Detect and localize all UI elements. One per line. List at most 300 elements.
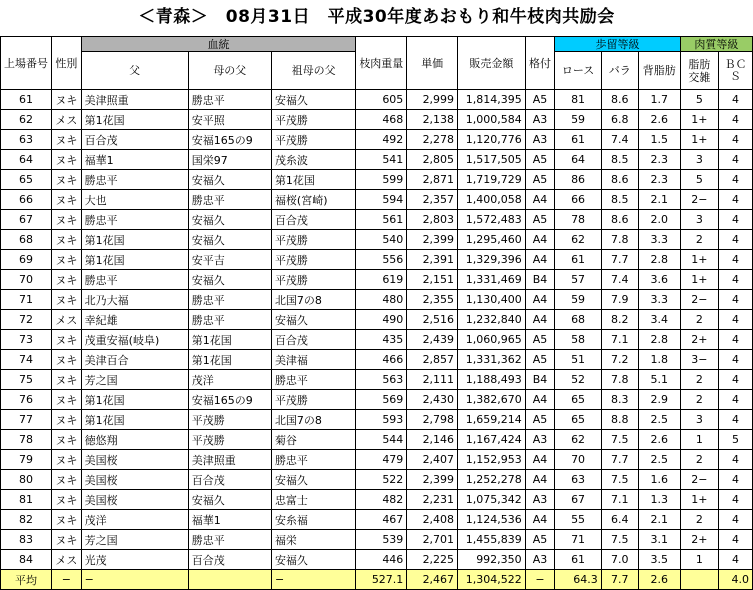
row-weight: 479 xyxy=(356,450,407,470)
row-marbling: 2− xyxy=(680,470,718,490)
row-weight: 435 xyxy=(356,330,407,350)
row-father: 第1花国 xyxy=(81,390,188,410)
row-bara: 7.1 xyxy=(601,490,638,510)
row-grandmother-father: 安福久 xyxy=(271,470,355,490)
row-unit-price: 2,430 xyxy=(407,390,458,410)
table-row xyxy=(1,190,753,210)
row-sex: ヌキ xyxy=(52,430,82,450)
row-sales: 992,350 xyxy=(458,550,526,570)
header-unit-price: 単価 xyxy=(407,37,458,90)
row-bcs: 4 xyxy=(719,190,753,210)
row-marbling: 2 xyxy=(680,230,718,250)
row-grandmother-father: 福桜(宮崎) xyxy=(271,190,355,210)
row-marbling: 2− xyxy=(680,290,718,310)
row-bara: 7.2 xyxy=(601,350,638,370)
row-father: 福華1 xyxy=(81,150,188,170)
row-sales: 1,331,469 xyxy=(458,270,526,290)
row-no: 84 xyxy=(1,550,52,570)
row-sales: 1,517,505 xyxy=(458,150,526,170)
row-grandmother-father: 平茂勝 xyxy=(271,230,355,250)
row-loin: 55 xyxy=(555,510,601,530)
row-maternal-grandfather: 安福久 xyxy=(188,270,271,290)
row-bcs: 4 xyxy=(719,150,753,170)
row-no: 61 xyxy=(1,90,52,110)
row-sex: ヌキ xyxy=(52,470,82,490)
row-no: 83 xyxy=(1,530,52,550)
row-maternal-grandfather: 安福久 xyxy=(188,210,271,230)
row-weight: 466 xyxy=(356,350,407,370)
row-maternal-grandfather: 勝忠平 xyxy=(188,530,271,550)
row-unit-price: 2,355 xyxy=(407,290,458,310)
avg-sex: − xyxy=(52,570,82,590)
row-unit-price: 2,516 xyxy=(407,310,458,330)
row-bara: 7.5 xyxy=(601,430,638,450)
row-loin: 70 xyxy=(555,450,601,470)
row-unit-price: 2,871 xyxy=(407,170,458,190)
row-loin: 81 xyxy=(555,90,601,110)
header-quality-grade: 肉質等級 xyxy=(680,37,752,52)
row-grade: A3 xyxy=(525,430,555,450)
row-bara: 6.8 xyxy=(601,110,638,130)
row-bara: 8.3 xyxy=(601,390,638,410)
row-grade: A3 xyxy=(525,110,555,130)
row-marbling: 5 xyxy=(680,170,718,190)
row-bara: 7.0 xyxy=(601,550,638,570)
table-row xyxy=(1,110,753,130)
row-marbling: 2+ xyxy=(680,530,718,550)
row-grade: A4 xyxy=(525,470,555,490)
row-loin: 58 xyxy=(555,330,601,350)
row-sales: 1,295,460 xyxy=(458,230,526,250)
row-loin: 61 xyxy=(555,130,601,150)
row-grandmother-father: 百合茂 xyxy=(271,210,355,230)
row-bcs: 4 xyxy=(719,490,753,510)
row-backfat: 1.8 xyxy=(638,350,680,370)
row-unit-price: 2,999 xyxy=(407,90,458,110)
row-grandmother-father: 勝忠平 xyxy=(271,450,355,470)
row-grandmother-father: 安糸福 xyxy=(271,510,355,530)
row-backfat: 2.5 xyxy=(638,450,680,470)
header-sex: 性別 xyxy=(52,37,82,90)
row-backfat: 1.3 xyxy=(638,490,680,510)
row-loin: 86 xyxy=(555,170,601,190)
row-sales: 1,659,214 xyxy=(458,410,526,430)
row-marbling: 2 xyxy=(680,310,718,330)
row-marbling: 2 xyxy=(680,390,718,410)
row-father: 美国桜 xyxy=(81,490,188,510)
row-father: 大也 xyxy=(81,190,188,210)
header-grade: 格付 xyxy=(525,37,555,90)
row-backfat: 1.5 xyxy=(638,130,680,150)
row-sales: 1,152,953 xyxy=(458,450,526,470)
table-row xyxy=(1,430,753,450)
row-unit-price: 2,408 xyxy=(407,510,458,530)
row-grandmother-father: 美津福 xyxy=(271,350,355,370)
row-bara: 7.4 xyxy=(601,130,638,150)
row-loin: 61 xyxy=(555,250,601,270)
row-father: 勝忠平 xyxy=(81,210,188,230)
row-no: 73 xyxy=(1,330,52,350)
row-no: 76 xyxy=(1,390,52,410)
row-loin: 65 xyxy=(555,390,601,410)
row-grandmother-father: 平茂勝 xyxy=(271,250,355,270)
table-row xyxy=(1,470,753,490)
row-no: 82 xyxy=(1,510,52,530)
row-unit-price: 2,151 xyxy=(407,270,458,290)
header-maternal-grandfather: 母の父 xyxy=(188,52,271,90)
row-maternal-grandfather: 勝忠平 xyxy=(188,310,271,330)
row-bcs: 4 xyxy=(719,410,753,430)
row-unit-price: 2,138 xyxy=(407,110,458,130)
row-backfat: 5.1 xyxy=(638,370,680,390)
row-weight: 593 xyxy=(356,410,407,430)
row-unit-price: 2,399 xyxy=(407,470,458,490)
row-sex: ヌキ xyxy=(52,130,82,150)
row-no: 66 xyxy=(1,190,52,210)
row-sex: ヌキ xyxy=(52,290,82,310)
table-row xyxy=(1,450,753,470)
row-father: 第1花国 xyxy=(81,110,188,130)
row-unit-price: 2,399 xyxy=(407,230,458,250)
row-no: 63 xyxy=(1,130,52,150)
row-unit-price: 2,278 xyxy=(407,130,458,150)
row-no: 64 xyxy=(1,150,52,170)
row-loin: 71 xyxy=(555,530,601,550)
row-backfat: 2.1 xyxy=(638,190,680,210)
table-row xyxy=(1,510,753,530)
row-grade: A5 xyxy=(525,330,555,350)
table-row xyxy=(1,410,753,430)
row-sex: ヌキ xyxy=(52,150,82,170)
row-father: 芳之国 xyxy=(81,530,188,550)
row-maternal-grandfather: 百合茂 xyxy=(188,470,271,490)
row-grade: B4 xyxy=(525,370,555,390)
row-loin: 62 xyxy=(555,230,601,250)
row-no: 80 xyxy=(1,470,52,490)
table-row xyxy=(1,250,753,270)
row-bcs: 4 xyxy=(719,130,753,150)
row-grandmother-father: 福栄 xyxy=(271,530,355,550)
avg-sales: 1,304,522 xyxy=(458,570,526,590)
row-no: 62 xyxy=(1,110,52,130)
row-loin: 67 xyxy=(555,490,601,510)
row-maternal-grandfather: 平茂勝 xyxy=(188,410,271,430)
row-sales: 1,455,839 xyxy=(458,530,526,550)
row-marbling: 1+ xyxy=(680,270,718,290)
row-bcs: 4 xyxy=(719,110,753,130)
row-grade: A5 xyxy=(525,530,555,550)
row-bara: 7.5 xyxy=(601,470,638,490)
row-bcs: 4 xyxy=(719,230,753,250)
row-sex: ヌキ xyxy=(52,410,82,430)
row-sales: 1,400,058 xyxy=(458,190,526,210)
row-bara: 7.9 xyxy=(601,290,638,310)
row-no: 72 xyxy=(1,310,52,330)
row-grade: A5 xyxy=(525,210,555,230)
row-maternal-grandfather: 安福165の9 xyxy=(188,390,271,410)
row-sex: ヌキ xyxy=(52,250,82,270)
row-no: 75 xyxy=(1,370,52,390)
row-maternal-grandfather: 安福久 xyxy=(188,490,271,510)
row-father: 北乃大福 xyxy=(81,290,188,310)
row-weight: 540 xyxy=(356,230,407,250)
row-marbling: 1+ xyxy=(680,250,718,270)
row-loin: 57 xyxy=(555,270,601,290)
row-marbling: 1+ xyxy=(680,130,718,150)
row-unit-price: 2,805 xyxy=(407,150,458,170)
row-bcs: 4 xyxy=(719,250,753,270)
row-weight: 490 xyxy=(356,310,407,330)
row-marbling: 2 xyxy=(680,510,718,530)
row-sex: ヌキ xyxy=(52,390,82,410)
row-grade: A3 xyxy=(525,490,555,510)
row-unit-price: 2,357 xyxy=(407,190,458,210)
row-no: 65 xyxy=(1,170,52,190)
row-sex: ヌキ xyxy=(52,270,82,290)
header-weight: 枝肉重量 xyxy=(356,37,407,90)
row-sex: ヌキ xyxy=(52,350,82,370)
row-bara: 8.5 xyxy=(601,190,638,210)
row-grandmother-father: 平茂勝 xyxy=(271,130,355,150)
row-grade: B4 xyxy=(525,270,555,290)
row-weight: 594 xyxy=(356,190,407,210)
header-marbling: 脂肪交雑 xyxy=(680,52,718,90)
row-marbling: 1+ xyxy=(680,490,718,510)
row-backfat: 3.6 xyxy=(638,270,680,290)
row-no: 67 xyxy=(1,210,52,230)
row-marbling: 2 xyxy=(680,450,718,470)
row-grandmother-father: 平茂勝 xyxy=(271,270,355,290)
row-maternal-grandfather: 国栄97 xyxy=(188,150,271,170)
row-bara: 7.1 xyxy=(601,330,638,350)
row-bcs: 4 xyxy=(719,310,753,330)
row-weight: 446 xyxy=(356,550,407,570)
row-backfat: 2.6 xyxy=(638,430,680,450)
row-grandmother-father: 第1花国 xyxy=(271,170,355,190)
row-father: 幸紀雄 xyxy=(81,310,188,330)
row-marbling: 3− xyxy=(680,350,718,370)
row-weight: 544 xyxy=(356,430,407,450)
row-sales: 1,130,400 xyxy=(458,290,526,310)
header-lineage: 血統 xyxy=(81,37,356,52)
row-father: 第1花国 xyxy=(81,250,188,270)
row-father: 美津照重 xyxy=(81,90,188,110)
row-weight: 605 xyxy=(356,90,407,110)
row-loin: 59 xyxy=(555,290,601,310)
row-weight: 561 xyxy=(356,210,407,230)
row-bara: 8.5 xyxy=(601,150,638,170)
row-grandmother-father: 菊谷 xyxy=(271,430,355,450)
row-unit-price: 2,803 xyxy=(407,210,458,230)
header-no: 上場番号 xyxy=(1,37,52,90)
row-sex: メス xyxy=(52,310,82,330)
row-bcs: 4 xyxy=(719,270,753,290)
table-row xyxy=(1,210,753,230)
row-backfat: 2.0 xyxy=(638,210,680,230)
avg-backfat: 2.6 xyxy=(638,570,680,590)
header-bara: バラ xyxy=(601,52,638,90)
row-maternal-grandfather: 勝忠平 xyxy=(188,290,271,310)
row-maternal-grandfather: 勝忠平 xyxy=(188,190,271,210)
row-bara: 8.6 xyxy=(601,170,638,190)
table-row xyxy=(1,350,753,370)
row-grade: A3 xyxy=(525,550,555,570)
row-father: 美国桜 xyxy=(81,470,188,490)
row-grade: A5 xyxy=(525,150,555,170)
row-backfat: 1.6 xyxy=(638,470,680,490)
row-marbling: 2− xyxy=(680,190,718,210)
avg-label: 平均 xyxy=(1,570,52,590)
row-sales: 1,060,965 xyxy=(458,330,526,350)
row-no: 70 xyxy=(1,270,52,290)
row-bcs: 4 xyxy=(719,330,753,350)
row-loin: 51 xyxy=(555,350,601,370)
row-bara: 8.6 xyxy=(601,210,638,230)
row-marbling: 2+ xyxy=(680,330,718,350)
row-maternal-grandfather: 安平吉 xyxy=(188,250,271,270)
row-sales: 1,124,536 xyxy=(458,510,526,530)
row-sales: 1,075,342 xyxy=(458,490,526,510)
row-backfat: 2.8 xyxy=(638,330,680,350)
row-bara: 7.4 xyxy=(601,270,638,290)
row-unit-price: 2,231 xyxy=(407,490,458,510)
row-sales: 1,382,670 xyxy=(458,390,526,410)
row-backfat: 2.5 xyxy=(638,410,680,430)
row-bara: 7.8 xyxy=(601,370,638,390)
page-title: ＜青森＞ 08月31日 平成30年度あおもり和牛枝肉共励会 xyxy=(138,7,615,27)
row-maternal-grandfather: 第1花国 xyxy=(188,330,271,350)
row-backfat: 2.9 xyxy=(638,390,680,410)
row-bcs: 4 xyxy=(719,450,753,470)
row-backfat: 2.3 xyxy=(638,170,680,190)
row-grandmother-father: 平茂勝 xyxy=(271,390,355,410)
row-maternal-grandfather: 安福165の9 xyxy=(188,130,271,150)
row-grade: A4 xyxy=(525,450,555,470)
row-sales: 1,252,278 xyxy=(458,470,526,490)
row-weight: 492 xyxy=(356,130,407,150)
row-no: 81 xyxy=(1,490,52,510)
row-weight: 468 xyxy=(356,110,407,130)
row-father: 徳悠翔 xyxy=(81,430,188,450)
row-backfat: 3.3 xyxy=(638,230,680,250)
row-sales: 1,000,584 xyxy=(458,110,526,130)
row-maternal-grandfather: 安福久 xyxy=(188,230,271,250)
row-maternal-grandfather: 第1花国 xyxy=(188,350,271,370)
row-loin: 68 xyxy=(555,310,601,330)
results-table xyxy=(0,36,753,590)
avg-maternal-grandfather xyxy=(188,570,271,590)
row-backfat: 2.8 xyxy=(638,250,680,270)
row-sales: 1,329,396 xyxy=(458,250,526,270)
average-row xyxy=(1,570,753,590)
row-sex: ヌキ xyxy=(52,170,82,190)
row-grade: A4 xyxy=(525,230,555,250)
row-grade: A5 xyxy=(525,350,555,370)
table-row xyxy=(1,310,753,330)
row-unit-price: 2,146 xyxy=(407,430,458,450)
row-maternal-grandfather: 百合茂 xyxy=(188,550,271,570)
row-no: 79 xyxy=(1,450,52,470)
row-no: 74 xyxy=(1,350,52,370)
row-maternal-grandfather: 美津照重 xyxy=(188,450,271,470)
row-grandmother-father: 百合茂 xyxy=(271,330,355,350)
row-marbling: 3 xyxy=(680,150,718,170)
row-bara: 7.7 xyxy=(601,450,638,470)
row-bara: 7.7 xyxy=(601,250,638,270)
row-bara: 8.6 xyxy=(601,90,638,110)
row-marbling: 1 xyxy=(680,430,718,450)
row-sex: メス xyxy=(52,550,82,570)
row-backfat: 2.1 xyxy=(638,510,680,530)
row-bcs: 4 xyxy=(719,350,753,370)
row-grade: A4 xyxy=(525,390,555,410)
row-father: 第1花国 xyxy=(81,410,188,430)
row-unit-price: 2,701 xyxy=(407,530,458,550)
row-grade: A4 xyxy=(525,250,555,270)
row-grandmother-father: 北国7の8 xyxy=(271,290,355,310)
table-row xyxy=(1,330,753,350)
row-father: 光茂 xyxy=(81,550,188,570)
header-sales: 販売金額 xyxy=(458,37,526,90)
header-bcs: ＢＣＳ xyxy=(719,52,753,90)
row-no: 71 xyxy=(1,290,52,310)
header-yield-grade: 歩留等級 xyxy=(555,37,680,52)
row-father: 美津百合 xyxy=(81,350,188,370)
row-sex: ヌキ xyxy=(52,530,82,550)
row-father: 勝忠平 xyxy=(81,170,188,190)
table-row xyxy=(1,150,753,170)
row-no: 68 xyxy=(1,230,52,250)
row-backfat: 1.7 xyxy=(638,90,680,110)
row-weight: 539 xyxy=(356,530,407,550)
row-loin: 61 xyxy=(555,550,601,570)
avg-marbling xyxy=(680,570,718,590)
avg-bcs: 4.0 xyxy=(719,570,753,590)
row-bara: 7.8 xyxy=(601,230,638,250)
row-grade: A4 xyxy=(525,310,555,330)
row-no: 69 xyxy=(1,250,52,270)
row-weight: 522 xyxy=(356,470,407,490)
row-loin: 65 xyxy=(555,410,601,430)
row-backfat: 2.3 xyxy=(638,150,680,170)
row-grandmother-father: 忠富士 xyxy=(271,490,355,510)
header-backfat: 背脂肪 xyxy=(638,52,680,90)
row-maternal-grandfather: 安福久 xyxy=(188,170,271,190)
row-sex: ヌキ xyxy=(52,490,82,510)
row-maternal-grandfather: 安平照 xyxy=(188,110,271,130)
header-loin: ロース xyxy=(555,52,601,90)
row-sex: ヌキ xyxy=(52,450,82,470)
row-backfat: 2.6 xyxy=(638,110,680,130)
row-unit-price: 2,225 xyxy=(407,550,458,570)
row-weight: 482 xyxy=(356,490,407,510)
row-unit-price: 2,439 xyxy=(407,330,458,350)
row-bcs: 4 xyxy=(719,170,753,190)
row-bcs: 4 xyxy=(719,370,753,390)
row-sex: ヌキ xyxy=(52,210,82,230)
row-bcs: 4 xyxy=(719,90,753,110)
row-weight: 541 xyxy=(356,150,407,170)
header-father: 父 xyxy=(81,52,188,90)
row-marbling: 3 xyxy=(680,210,718,230)
row-sales: 1,188,493 xyxy=(458,370,526,390)
row-unit-price: 2,857 xyxy=(407,350,458,370)
row-grade: A4 xyxy=(525,190,555,210)
row-father: 茂重安福(岐阜) xyxy=(81,330,188,350)
row-bcs: 4 xyxy=(719,390,753,410)
row-bara: 6.4 xyxy=(601,510,638,530)
row-grade: A5 xyxy=(525,170,555,190)
